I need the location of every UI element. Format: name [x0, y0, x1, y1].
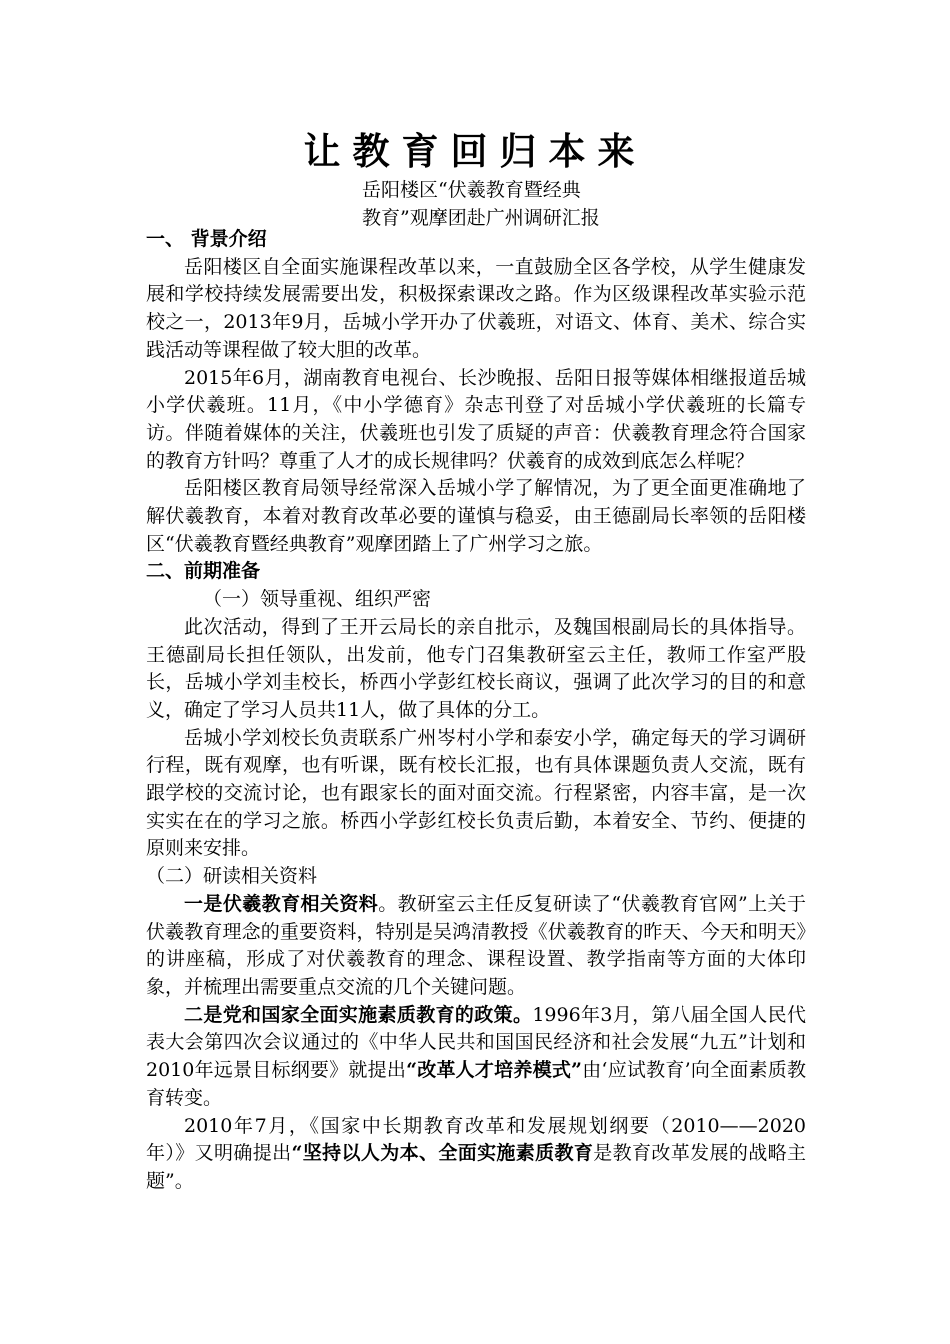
paragraph: [146, 891, 806, 1002]
paragraph-text: 2010年7月，《国家中长期教育改革和发展规划纲要（2010——2020年）》又明确提出: [146, 1114, 806, 1165]
paragraph-text: 1996年3月，第八届全国人民代表大会第四次会议通过的《中华人民共和国国民经济和社会发展“九五”计划和2010年远景目标纲要》就提出: [146, 1003, 806, 1082]
subsection-heading: （一）领导重视、组织严密: [203, 588, 432, 611]
document-body: [146, 226, 806, 1196]
document-subtitle: [362, 176, 600, 232]
paragraph: 2015年6月，湖南教育电视台、长沙晚报、岳阳日报等媒体相继报道岳城小学伏羲班。11月，《中小学德育》杂志刊登了对岳城小学伏羲班的长篇专访。伴随着媒体的关注，伏羲班也引发了质疑的声音：伏羲教育理念符合国家的教育方针吗？尊重了人才的成长规律吗？伏羲育的成效到底怎么样呢？: [146, 366, 806, 472]
paragraph: 岳城小学刘校长负责联系广州岑村小学和泰安小学，确定每天的学习调研行程，既有观摩，也有听课，既有校长汇报，也有具体课题负责人交流，既有跟学校的交流讨论，也有跟家长的面对面交流。行程紧密，内容丰富，是一次实实在在的学习之旅。桥西小学彭红校长负责后勤，本着安全、节约、便捷的原则来安排。: [146, 726, 806, 860]
paragraph: 岳阳楼区自全面实施课程改革以来，一直鼓励全区各学校，从学生健康发展和学校持续发展需要出发，积极探索课改之路。作为区级课程改革实验示范校之一，2013年9月，岳城小学开办了伏羲班，对语文、体育、美术、综合实践活动等课程做了较大胆的改革。: [146, 255, 806, 361]
subtitle-line-1: 岳阳楼区“伏羲教育暨经典: [362, 179, 581, 201]
paragraph-text: 由‘应试教育’向全面素质教育转变。: [146, 1059, 807, 1109]
section-heading-background: 一、 背景介绍: [146, 228, 267, 250]
paragraph-text: 。教研室云主任反复研读了“伏羲教育官网”上关于伏羲教育理念的重要资料，特别是吴鸿清教授《伏羲教育的昨天、今天和明天》的讲座稿，形成了对伏羲教育的理念、课程设置、教学指南等方面的大体印象，并梳理出需要重点交流的几个关键问题。: [146, 892, 806, 998]
paragraph: 岳阳楼区教育局领导经常深入岳城小学了解情况，为了更全面更准确地了解伏羲教育，本着对教育改革必要的谨慎与稳妥，由王德副局长率领的岳阳楼区“伏羲教育暨经典教育”观摩团踏上了广州学习之旅。: [146, 477, 806, 555]
paragraph: 此次活动，得到了王开云局长的亲自批示，及魏国根副局长的具体指导。王德副局长担任领队，出发前，他专门召集教研室云主任，教师工作室严股长，岳城小学刘圭校长，桥西小学彭红校长商议，强调了此次学习的目的和意义，确定了学习人员共11人，做了具体的分工。: [146, 615, 806, 721]
subtitle-line-2: 教育”观摩团赴广州调研汇报: [362, 207, 600, 229]
subsection-heading: （二）研读相关资料: [146, 865, 318, 888]
paragraph-text: 是教育改革发展的战略主题”。: [146, 1142, 806, 1192]
paragraph: [146, 1113, 806, 1196]
bold-lead: 一是伏羲教育相关资料: [184, 892, 379, 915]
bold-lead: 二是党和国家全面实施素质教育的政策。: [184, 1003, 533, 1026]
section-heading-preparation: 二、前期准备: [146, 560, 261, 583]
bold-quote: “坚持以人为本、全面实施素质教育: [291, 1142, 594, 1165]
paragraph: [146, 1002, 806, 1113]
bold-quote: “改革人才培养模式”: [406, 1059, 582, 1082]
document-title: 让教育回归本来: [303, 129, 647, 173]
